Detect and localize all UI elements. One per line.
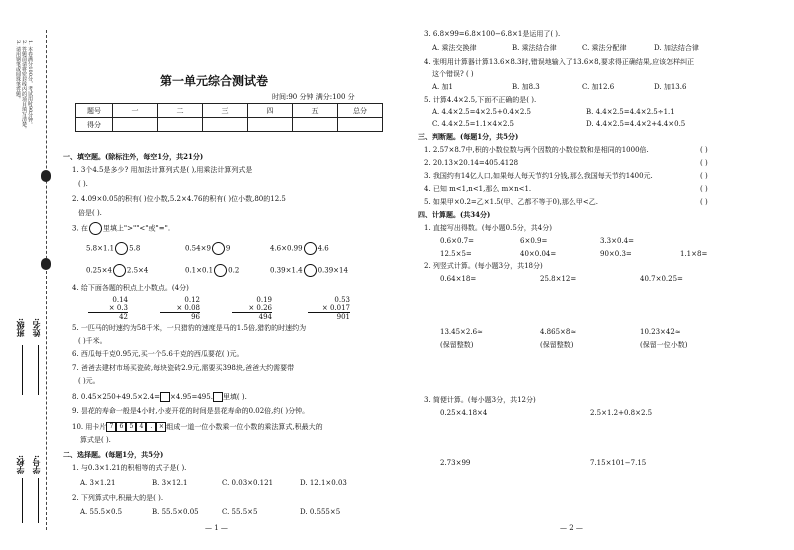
question-text: ( ). [78, 180, 88, 188]
seal-line [46, 30, 47, 530]
question-text: 3. 6.8×99=6.8×100−6.8×1是运用了( ). [424, 30, 561, 38]
binding-hole [41, 170, 51, 182]
judge-paren[interactable]: ( ) [700, 185, 708, 193]
option[interactable]: D. 12.1×0.03 [300, 479, 347, 487]
option[interactable]: A. 55.5×0.5 [80, 508, 123, 516]
score-cell[interactable] [203, 118, 248, 132]
simplify-calc: 2.73×99 [440, 459, 471, 467]
compare-circle[interactable] [212, 242, 225, 255]
name-blank[interactable] [38, 345, 39, 395]
digit-card: 4 [136, 422, 146, 432]
answer-box[interactable] [160, 392, 170, 402]
digit-card: 6 [116, 422, 126, 432]
digit-card: . [146, 422, 156, 432]
page-title: 第一单元综合测试卷 [160, 74, 269, 88]
score-header: 四 [248, 104, 293, 118]
question-text: 10. 用卡片 7 6 5 4 . × 组成一道一位小数乘一位小数的乘法算式,积最大的 [72, 423, 323, 431]
score-header: 总分 [338, 104, 383, 118]
compare-item: 5.8×1.1 5.8 [86, 242, 140, 255]
option[interactable]: C. 4.4×2.5=1.1×4×2.5 [432, 120, 515, 128]
exam-notes: 1. 本卷满分100分，考试用时90分钟。 2. 答题前请将密封线内的项目填写清楚。 3. 请用钢笔或圆珠笔答题。 [15, 40, 33, 132]
score-header: 一 [113, 104, 158, 118]
question-text: 8. 0.45×250+49.5×2.4= ×4.95=495. 里填( ). [72, 393, 247, 401]
direct-calc: 0.6×0.7= [440, 237, 474, 245]
option[interactable]: D. 0.555×5 [300, 508, 341, 516]
question-text: 9. 昙花的寿命一般是4小时,小麦开花的时间是昙花寿命的0.02倍,约( )分钟。 [72, 407, 310, 415]
simplify-calc: 0.25×4.18×4 [440, 409, 488, 417]
rounding-note: (保留整数) [440, 341, 474, 349]
option[interactable]: C. 乘法分配律 [582, 44, 627, 52]
question-text: ( )元。 [78, 377, 100, 385]
score-cell[interactable] [158, 118, 203, 132]
score-cell[interactable] [248, 118, 293, 132]
question-text: 1. 直接写出得数。(每小题0.5分，共4分) [424, 224, 552, 232]
page-number: — 1 — [205, 524, 228, 532]
digit-card: × [156, 422, 166, 432]
name-label: 姓名: [31, 318, 41, 337]
compare-circle[interactable] [304, 264, 317, 277]
direct-calc: 90×0.3= [600, 250, 632, 258]
question-text: 6. 西瓜每千克0.95元,买一个5.6千克的西瓜要花( )元。 [72, 350, 244, 358]
rounding-note: (保留一位小数) [640, 341, 688, 349]
judge-item: 5. 如果甲×0.2=乙×1.5(甲、乙都不等于0),那么甲<乙. [424, 198, 598, 206]
binding-strip [0, 0, 58, 550]
simplify-calc: 7.15×101−7.15 [590, 459, 647, 467]
question-text: 5. 计算4.4×2.5,下面不正确的是( ). [424, 96, 537, 104]
direct-calc: 12.5×5= [440, 250, 472, 258]
score-header: 三 [203, 104, 248, 118]
number-label: 学号: [31, 455, 41, 474]
option[interactable]: A. 3×1.21 [80, 479, 116, 487]
school-blank[interactable] [22, 478, 23, 523]
section-title-judge: 三、判断题。(每题1分，共5分) [418, 132, 519, 141]
option[interactable]: B. 3×12.1 [152, 479, 188, 487]
question-text: 这个错误? ( ) [432, 70, 474, 78]
option[interactable]: B. 55.5×0.05 [152, 508, 199, 516]
judge-paren[interactable]: ( ) [700, 198, 708, 206]
question-text: 4. 给下面各题的积点上小数点。(4分) [72, 284, 189, 292]
question-text: 2. 列竖式计算。(每小题3分，共18分) [424, 262, 543, 270]
simplify-calc: 2.5×1.2+0.8×2.5 [590, 409, 653, 417]
judge-paren[interactable]: ( ) [700, 159, 708, 167]
answer-box[interactable] [213, 392, 223, 402]
compare-item: 4.6×0.99 4.6 [270, 242, 329, 255]
section-title-fill: 一、填空题。(除标注外，每空1分，共21分) [63, 152, 204, 161]
judge-item: 4. 已知 m<1,n<1,那么 m×n<1. [424, 185, 532, 193]
question-text: 5. 一匹马的时速约为58千米，一只猎豹的速度是马的1.5倍,猎豹的时速约为 [72, 324, 307, 332]
digit-card: 5 [126, 422, 136, 432]
judge-item: 3. 我国约有14亿人口,如果每人每天节约1分钱,那么我国每天节约1400元. [424, 172, 653, 180]
vertical-multiplication: 0.19 × 0.26 494 [232, 296, 272, 321]
vertical-calc: 13.45×2.6≈ [440, 328, 483, 336]
score-header: 五 [293, 104, 338, 118]
option[interactable]: C. 0.03×0.121 [222, 479, 274, 487]
option[interactable]: C. 加12.6 [582, 83, 615, 91]
judge-paren[interactable]: ( ) [700, 146, 708, 154]
school-label: 学校: [15, 455, 25, 474]
question-text: 2. 4.09×0.05的积有( )位小数,5.2×4.76的积有( )位小数,80的12.5 [72, 195, 286, 203]
option[interactable]: B. 乘法结合律 [512, 44, 557, 52]
compare-item: 0.25×4 2.5×4 [86, 264, 148, 277]
compare-item: 0.1×0.1 0.2 [185, 264, 239, 277]
compare-circle[interactable] [89, 222, 102, 235]
compare-circle[interactable] [113, 264, 126, 277]
option[interactable]: B. 加8.3 [512, 83, 540, 91]
exam-info: 时间:90 分钟 满分:100 分 [272, 93, 355, 101]
compare-item: 0.39×1.4 0.39×14 [270, 264, 348, 277]
option[interactable]: B. 4.4×2.5=4.4×2.5÷1.1 [586, 108, 675, 116]
score-cell[interactable] [113, 118, 158, 132]
class-blank[interactable] [22, 345, 23, 395]
digit-card: 7 [106, 422, 116, 432]
vertical-calc: 10.23×42≈ [640, 328, 681, 336]
direct-calc: 3.3×0.4= [600, 237, 634, 245]
section-title-calc: 四、计算题。(共34分) [418, 210, 491, 219]
score-cell[interactable] [293, 118, 338, 132]
direct-calc: 40×0.04= [520, 250, 557, 258]
direct-calc: 6×0.9= [520, 237, 548, 245]
option[interactable]: D. 加法结合律 [654, 44, 699, 52]
option[interactable]: A. 加1 [432, 83, 453, 91]
vertical-calc: 4.865×8≈ [540, 328, 577, 336]
score-header: 题号 [76, 104, 113, 118]
score-cell[interactable] [338, 118, 383, 132]
question-text: 4. 张明用计算器计算13.6×8.3时,错误地输入了13.6×8,要求得正确结果,应该怎样纠正 [424, 58, 695, 66]
number-blank[interactable] [38, 478, 39, 523]
section-title-choice: 二、选择题。(每题1分，共5分) [63, 450, 164, 459]
vertical-calc: 0.64×18= [440, 275, 477, 283]
question-text: 算式是( ). [80, 436, 111, 444]
option[interactable]: C. 55.5×5 [222, 508, 258, 516]
score-table [75, 103, 383, 132]
question-text: 倍是( ). [78, 209, 102, 217]
question-text: ( )千米。 [78, 337, 107, 345]
rounding-note: (保留整数) [540, 341, 574, 349]
question-text: 3. 在 里填上">""<"或"=". [72, 222, 170, 235]
judge-item: 2. 20.13×20.14=405.4128 [424, 159, 519, 167]
compare-item: 0.54×9 9 [185, 242, 230, 255]
score-label: 得分 [76, 118, 113, 132]
question-text: 3. 简便计算。(每小题3分，共12分) [424, 396, 536, 404]
direct-calc: 1.1×8= [680, 250, 708, 258]
compare-circle[interactable] [304, 242, 317, 255]
option[interactable]: D. 4.4×2.5=4.4×2+4.4×0.5 [586, 120, 686, 128]
vertical-multiplication: 0.14 × 0.3 42 [88, 296, 128, 321]
question-text: 2. 下列算式中,积最大的是( ). [72, 494, 164, 502]
vertical-calc: 25.8×12= [540, 275, 577, 283]
score-header: 二 [158, 104, 203, 118]
binding-hole [41, 258, 51, 270]
page-number: — 2 — [560, 524, 583, 532]
option[interactable]: A. 4.4×2.5=4×2.5+0.4×2.5 [432, 108, 531, 116]
compare-circle[interactable] [214, 264, 227, 277]
vertical-calc: 40.7×0.25= [640, 275, 683, 283]
question-text: 1. 与0.3×1.21的积相等的式子是( ). [72, 464, 187, 472]
question-text: 1. 3个4.5是多少? 用加法计算列式是( ),用乘法计算列式是 [72, 166, 253, 174]
vertical-multiplication: 0.53 × 0.017 901 [308, 296, 350, 321]
option[interactable]: A. 乘法交换律 [432, 44, 477, 52]
judge-item: 1. 2.57×8.7中,积的小数位数与两个因数的小数位数和是相同的1000倍. [424, 146, 649, 154]
question-text: 7. 爸爸去建材市场买瓷砖,每块瓷砖2.9元,需要买398块,爸爸大约需要带 [72, 364, 295, 372]
compare-circle[interactable] [115, 242, 128, 255]
option[interactable]: D. 加13.6 [654, 83, 687, 91]
judge-paren[interactable]: ( ) [700, 172, 708, 180]
vertical-multiplication: 0.12 × 0.08 96 [160, 296, 200, 321]
class-label: 班级: [15, 318, 25, 337]
